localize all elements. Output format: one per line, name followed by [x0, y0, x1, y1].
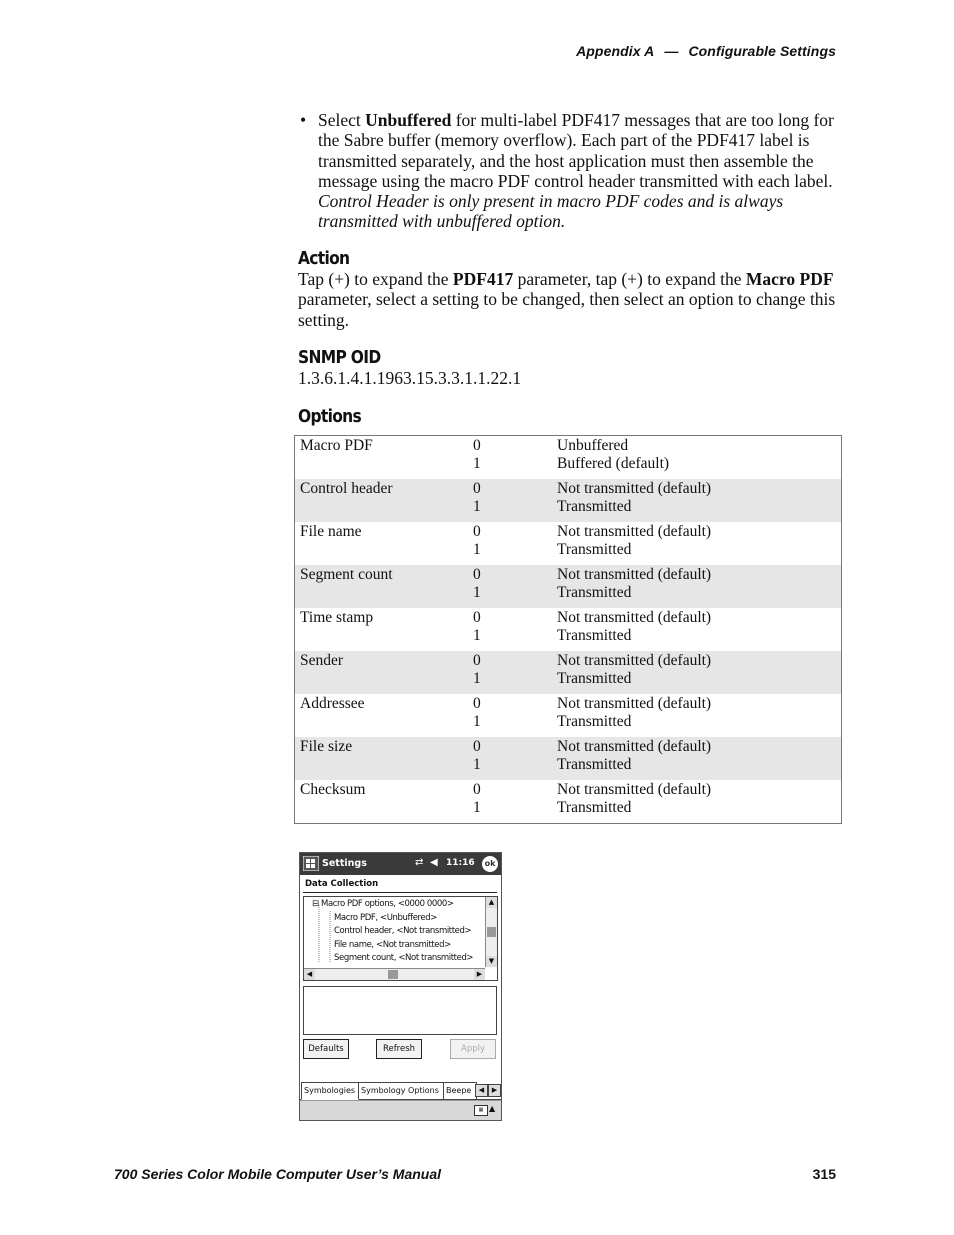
value-0: 0: [473, 480, 481, 497]
option-1: Transmitted: [557, 670, 632, 687]
option-name: Sender: [295, 651, 465, 694]
option-descriptions: [552, 651, 842, 694]
bullet-symbol: •: [300, 110, 307, 130]
option-name: File size: [295, 737, 465, 780]
option-descriptions: [552, 479, 842, 522]
volume-icon: ◀: [430, 857, 438, 868]
value-1: 1: [473, 670, 481, 687]
value-0: 0: [473, 609, 481, 626]
value-0: 0: [473, 566, 481, 583]
option-1: Transmitted: [557, 584, 632, 601]
option-1: Buffered (default): [557, 455, 670, 472]
scroll-right-icon[interactable]: ▶: [474, 969, 485, 980]
option-1: Transmitted: [557, 756, 632, 773]
tab-symbology-options[interactable]: Symbology Options: [358, 1082, 444, 1099]
scroll-left-icon[interactable]: ◀: [304, 969, 315, 980]
options-heading: Options: [298, 405, 362, 427]
apply-button[interactable]: Apply: [450, 1039, 496, 1059]
horizontal-scrollbar[interactable]: [304, 968, 485, 980]
input-menu-arrow-icon[interactable]: ▲: [489, 1104, 496, 1113]
tree-rows: [304, 897, 485, 967]
option-descriptions: [552, 737, 842, 780]
tree-item[interactable]: Control header, <Not transmitted>: [334, 926, 472, 936]
options-table: [294, 435, 842, 824]
scroll-thumb[interactable]: [487, 927, 496, 937]
action-bold-macro-pdf: Macro PDF: [745, 269, 834, 290]
value-0: 0: [473, 738, 481, 755]
option-0: Not transmitted (default): [557, 609, 712, 626]
option-values: [464, 522, 552, 565]
option-name: Addressee: [300, 695, 365, 712]
footer-page-number: 315: [812, 1166, 836, 1182]
option-1: Transmitted: [557, 541, 632, 558]
bullet-text-1: Select: [318, 110, 366, 130]
header-section: Configurable Settings: [688, 43, 836, 59]
header-dash: —: [664, 43, 679, 59]
bullet-text-2: for multi-label PDF417 messages that are too long for the Sabre buffer (memory overflow). Each part of the PDF417 label is transmitted separately, and the host application must then assemble the message using the macro PDF control header transmitted with each label.: [318, 110, 834, 191]
tab-strip: [300, 1082, 501, 1100]
option-values: [464, 565, 552, 608]
defaults-button[interactable]: Defaults: [303, 1039, 349, 1059]
table-row: [295, 522, 842, 565]
value-0: 0: [473, 652, 481, 669]
option-1: Transmitted: [557, 498, 632, 515]
option-name: Time stamp: [300, 609, 374, 626]
action-bold-pdf417: PDF417: [452, 269, 514, 290]
option-0: Not transmitted (default): [557, 781, 712, 798]
tree-item[interactable]: File name, <Not transmitted>: [334, 939, 451, 950]
tree-item[interactable]: Segment count, <Not transmitted>: [334, 953, 474, 963]
table-row: [295, 780, 842, 824]
bullet-bold-unbuffered: Unbuffered: [365, 110, 452, 130]
table-row: [295, 436, 842, 480]
option-descriptions: [552, 522, 842, 565]
help-text-box: [303, 986, 497, 1035]
option-0: Not transmitted (default): [557, 566, 712, 583]
option-values: [464, 436, 552, 480]
header-appendix: Appendix A: [576, 43, 655, 59]
value-1: 1: [473, 756, 481, 773]
connectivity-icon: ⇄: [415, 857, 424, 868]
title-bar-title: Settings: [322, 858, 367, 869]
option-values: [464, 651, 552, 694]
settings-tree[interactable]: [303, 896, 498, 981]
option-0: Not transmitted (default): [557, 738, 712, 755]
value-1: 1: [473, 713, 481, 730]
table-row: [295, 651, 842, 694]
option-descriptions: [552, 565, 842, 608]
action-text-2: parameter, tap (+) to expand the: [513, 269, 746, 290]
tab-right-arrow-icon[interactable]: ▶: [488, 1084, 501, 1097]
option-1: Transmitted: [557, 799, 632, 816]
option-name: File name: [300, 523, 362, 540]
table-row: [295, 565, 842, 608]
value-0: 0: [473, 523, 481, 540]
section-divider: [303, 892, 497, 893]
section-title: Data Collection: [305, 879, 379, 889]
tab-symbologies[interactable]: Symbologies: [301, 1082, 359, 1100]
scroll-up-icon[interactable]: ▲: [486, 897, 497, 908]
value-1: 1: [473, 541, 481, 558]
option-0: Unbuffered: [557, 437, 629, 454]
option-1: Transmitted: [557, 627, 632, 644]
action-paragraph: [298, 269, 842, 330]
option-descriptions: [552, 780, 842, 824]
refresh-button[interactable]: Refresh: [376, 1039, 422, 1059]
option-1: Transmitted: [557, 713, 632, 730]
clock-time: 11:16: [446, 858, 475, 868]
tab-left-arrow-icon[interactable]: ◀: [475, 1084, 488, 1097]
option-values: [464, 780, 552, 824]
vertical-scrollbar[interactable]: [485, 897, 497, 967]
option-0: Not transmitted (default): [557, 480, 712, 497]
tree-item[interactable]: Macro PDF, <Unbuffered>: [334, 912, 437, 923]
table-row: [295, 694, 842, 737]
keyboard-icon[interactable]: ▦: [474, 1105, 488, 1116]
value-1: 1: [473, 584, 481, 601]
footer-manual-title: 700 Series Color Mobile Computer User’s Manual: [114, 1166, 442, 1182]
scroll-down-icon[interactable]: ▼: [486, 956, 497, 967]
action-text-3: parameter, select a setting to be changed, then select an option to change this setting.: [298, 289, 836, 330]
option-0: Not transmitted (default): [557, 695, 712, 712]
snmp-oid: 1.3.6.1.4.1.1963.15.3.3.1.1.22.1: [298, 368, 522, 389]
menu-bar: [300, 1100, 501, 1121]
body-content: [298, 110, 842, 427]
title-bar: [300, 853, 501, 875]
value-1: 1: [473, 498, 481, 515]
windows-start-icon: [303, 856, 319, 871]
hscroll-thumb[interactable]: [388, 970, 398, 979]
value-0: 0: [473, 781, 481, 798]
option-descriptions: [552, 436, 842, 480]
table-row: [295, 479, 842, 522]
value-1: 1: [473, 455, 481, 472]
option-name: Macro PDF: [300, 437, 373, 454]
option-values: [464, 479, 552, 522]
value-0: 0: [473, 437, 481, 454]
bullet-italic-note: Control Header is only present in macro PDF codes and is always transmitted with unbuffered option.: [318, 191, 784, 232]
action-heading: Action: [298, 247, 350, 269]
option-values: [464, 694, 552, 737]
action-text-1: Tap (+) to expand the: [298, 269, 453, 290]
ok-button[interactable]: ok: [482, 856, 498, 872]
option-name: Segment count: [295, 565, 465, 608]
value-1: 1: [473, 799, 481, 816]
value-0: 0: [473, 695, 481, 712]
tree-item[interactable]: ⊟ Macro PDF options, <0000 0000>: [312, 899, 454, 909]
table-row: [295, 737, 842, 780]
bullet-paragraph: [298, 110, 842, 232]
option-0: Not transmitted (default): [557, 652, 712, 669]
value-1: 1: [473, 627, 481, 644]
device-screenshot: [299, 852, 502, 1121]
option-values: [464, 608, 552, 651]
snmp-heading: SNMP OID: [298, 346, 381, 368]
table-row: [295, 608, 842, 651]
option-0: Not transmitted (default): [557, 523, 712, 540]
tab-beeper[interactable]: Beepe: [443, 1082, 477, 1099]
option-name: Control header: [295, 479, 465, 522]
running-header: [576, 43, 836, 59]
option-name: Checksum: [300, 781, 366, 798]
option-values: [464, 737, 552, 780]
option-descriptions: [552, 608, 842, 651]
option-descriptions: [552, 694, 842, 737]
